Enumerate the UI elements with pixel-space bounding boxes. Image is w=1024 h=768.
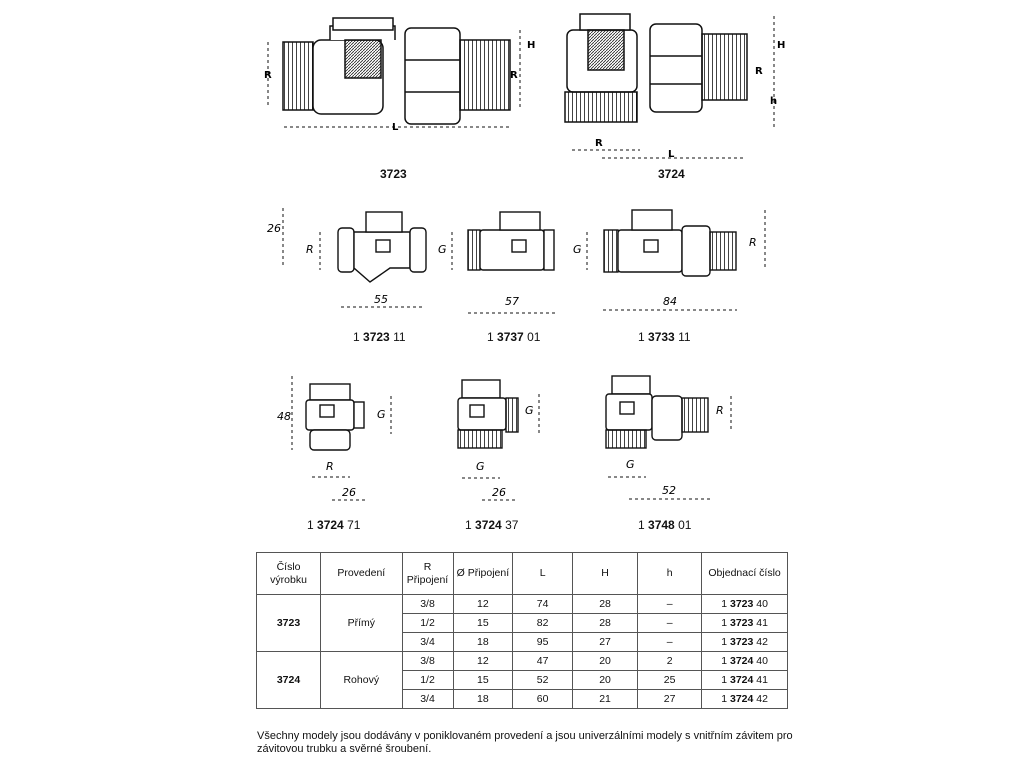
cell-product: 3724	[257, 652, 321, 709]
dim-L-3724: L	[668, 149, 675, 160]
caption-3737-01: 1 3737 01	[487, 330, 541, 344]
header-product: Číslo výrobku	[257, 553, 321, 595]
valve-3723-drawing	[283, 18, 510, 124]
cell-h-up: 20	[572, 652, 637, 671]
dim-length-3748-01: 52	[662, 484, 676, 497]
cell-order: 1 3724 40	[702, 652, 788, 671]
dim-side-3733-11: R	[749, 236, 757, 249]
cell-d: 12	[453, 595, 513, 614]
cell-h-low: –	[638, 614, 702, 633]
cell-d: 15	[453, 614, 513, 633]
cell-d: 18	[453, 633, 513, 652]
cell-h-low: 25	[638, 671, 702, 690]
header-r: R Připojení	[402, 553, 453, 595]
footnote: Všechny modely jsou dodávány v poniklovaném provedení a jsou univerzálními modely s vnitřním závitem pro závitovou trubku a svěrné šroubení.	[257, 730, 793, 755]
cell-order: 1 3724 41	[702, 671, 788, 690]
spec-table	[256, 552, 788, 709]
cell-type: Přímý	[321, 595, 402, 652]
dim-length-3724-71: 26	[342, 486, 356, 499]
cell-l: 82	[513, 614, 573, 633]
dim-side-3733-11-left: G	[573, 243, 582, 256]
cell-r: 3/8	[402, 595, 453, 614]
dim-side-3723-11: R	[306, 243, 314, 256]
cell-l: 52	[513, 671, 573, 690]
header-type: Provedení	[321, 553, 402, 595]
dim-side-3748-01: R	[716, 404, 724, 417]
dim-length-3733-11: 84	[663, 295, 677, 308]
cell-order: 1 3723 41	[702, 614, 788, 633]
valve-3724-drawing	[565, 14, 747, 122]
header-h-up: H	[572, 553, 637, 595]
cell-l: 47	[513, 652, 573, 671]
cell-h-up: 20	[572, 671, 637, 690]
header-h-low: h	[638, 553, 702, 595]
dim-R-3724-right: R	[755, 66, 763, 77]
cell-h-low: –	[638, 633, 702, 652]
dim-26-row2: 26	[267, 222, 281, 235]
dim-side-3724-71: G	[377, 408, 386, 421]
dim-length-3724-37: 26	[492, 486, 506, 499]
cell-r: 3/8	[402, 652, 453, 671]
dim-48-row3: 48	[277, 410, 291, 423]
header-l: L	[513, 553, 573, 595]
caption-3724-71: 1 3724 71	[307, 518, 361, 532]
label-3724: 3724	[658, 167, 685, 181]
dim-h-3724: h	[770, 96, 778, 107]
cell-h-up: 28	[572, 595, 637, 614]
cell-order: 1 3723 40	[702, 595, 788, 614]
label-3723: 3723	[380, 167, 407, 181]
cell-product: 3723	[257, 595, 321, 652]
cell-h-low: 27	[638, 690, 702, 709]
caption-3724-37: 1 3724 37	[465, 518, 519, 532]
dim-side-3724-37: G	[525, 404, 534, 417]
dim-side-3737-01: G	[438, 243, 447, 256]
cell-l: 95	[513, 633, 573, 652]
dim-bottom-3724-71: R	[326, 460, 334, 473]
cell-type: Rohový	[321, 652, 402, 709]
spec-header-row	[257, 553, 788, 595]
valve-3724-37-drawing	[458, 380, 518, 448]
cell-h-low: –	[638, 595, 702, 614]
cell-l: 74	[513, 595, 573, 614]
cell-d: 18	[453, 690, 513, 709]
cell-h-up: 27	[572, 633, 637, 652]
dim-length-3723-11: 55	[374, 293, 388, 306]
dim-R-3723-right: R	[510, 70, 518, 81]
valve-3723-11-drawing	[338, 212, 426, 282]
dim-R-3724: R	[595, 138, 603, 149]
caption-3723-11: 1 3723 11	[353, 330, 406, 344]
cell-d: 12	[453, 652, 513, 671]
valve-3737-01-drawing	[468, 212, 554, 270]
cell-r: 3/4	[402, 633, 453, 652]
cell-l: 60	[513, 690, 573, 709]
table-row	[257, 595, 788, 614]
dim-bottom-3724-37: G	[476, 460, 485, 473]
dim-L-3723: L	[392, 122, 399, 133]
header-order: Objednací číslo	[702, 553, 788, 595]
valve-3724-71-drawing	[306, 384, 364, 450]
dim-H-3724: H	[777, 40, 786, 51]
cell-r: 1/2	[402, 614, 453, 633]
dim-R-3723: R	[264, 70, 272, 81]
header-d: Ø Připojení	[453, 553, 513, 595]
valve-3748-01-drawing	[606, 376, 708, 448]
caption-3733-11: 1 3733 11	[638, 330, 691, 344]
cell-order: 1 3723 42	[702, 633, 788, 652]
cell-h-up: 21	[572, 690, 637, 709]
dim-bottom-3748-01: G	[626, 458, 635, 471]
table-row	[257, 652, 788, 671]
cell-r: 3/4	[402, 690, 453, 709]
cell-d: 15	[453, 671, 513, 690]
dim-length-3737-01: 57	[505, 295, 519, 308]
caption-3748-01: 1 3748 01	[638, 518, 692, 532]
cell-order: 1 3724 42	[702, 690, 788, 709]
valve-3733-11-drawing	[604, 210, 736, 276]
dim-H-3723: H	[527, 40, 536, 51]
cell-h-low: 2	[638, 652, 702, 671]
cell-h-up: 28	[572, 614, 637, 633]
cell-r: 1/2	[402, 671, 453, 690]
